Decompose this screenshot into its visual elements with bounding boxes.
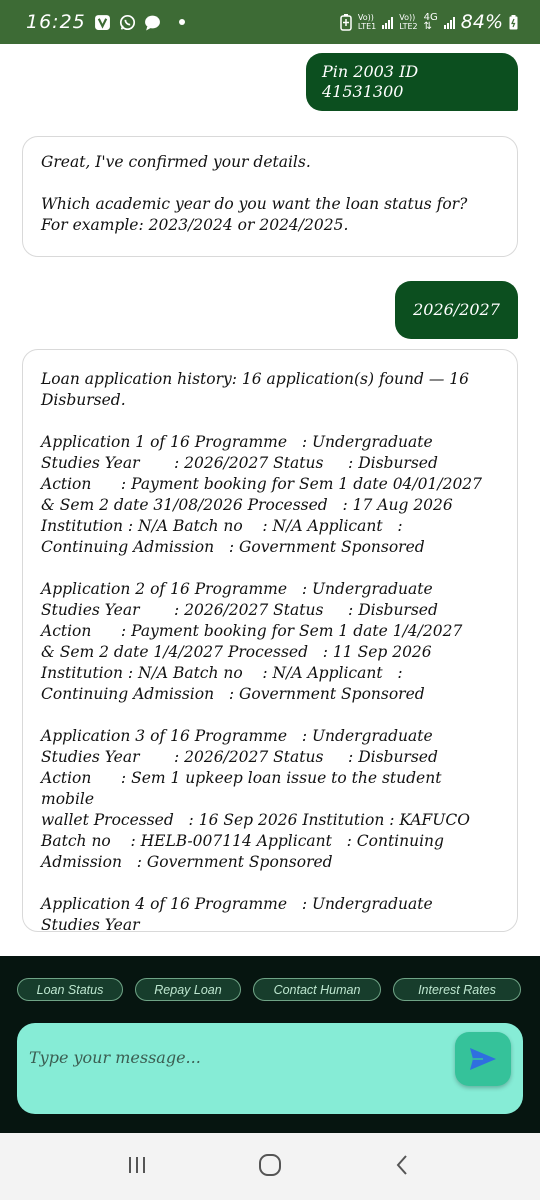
network-type	[424, 13, 438, 31]
send-button[interactable]	[455, 1032, 511, 1086]
status-bar-left	[26, 11, 187, 33]
home-icon	[257, 1152, 283, 1181]
message-text: Pin 2003 ID 41531300	[322, 62, 419, 101]
sim2-label: Vo))	[399, 13, 416, 22]
system-nav-bar	[0, 1133, 540, 1200]
data-arrows-icon: ⇅	[423, 21, 433, 32]
notification-dot-icon	[177, 17, 187, 27]
back-button[interactable]	[383, 1147, 423, 1187]
message-input[interactable]	[29, 1048, 449, 1067]
status-bar-right	[340, 11, 518, 33]
chat-bubble-icon	[144, 14, 161, 31]
message-paragraph: Loan application history: 16 application(s) found — 16 Disbursed.	[41, 370, 469, 409]
message-paragraph: Application 2 of 16 Programme : Undergraduate Studies Year : 2026/2027 Status : Disbursed Action : Payment booking for Sem 1 date 1/4/2027 & Sem 2 date 1/4/2027 Processed : 11 Sep 2026 Institution : N/A Batch no : N/A Applicant : Continuing Admission : Government Sponsored	[41, 580, 463, 703]
message-paragraph: Great, I've confirmed your details.	[41, 153, 311, 171]
quick-reply-contact-human[interactable]: Contact Human	[253, 978, 381, 1001]
network-label: 4G	[423, 12, 438, 23]
bot-message	[22, 136, 518, 257]
recent-apps-button[interactable]	[117, 1147, 157, 1187]
bottom-panel	[0, 956, 540, 1133]
battery-icon	[509, 15, 518, 30]
signal-icon	[444, 16, 455, 29]
battery-level: 84%	[460, 11, 503, 33]
user-message	[306, 53, 518, 111]
message-paragraph: Application 3 of 16 Programme : Undergraduate Studies Year : 2026/2027 Status : Disbursed Action : Sem 1 upkeep loan issue to the student mobile wallet Processed : 16 Sep 2026 Institution : KAFUCO Batch no : HELB-007114 Applicant : Continuing Admission : Government Sponsored	[41, 727, 470, 871]
home-button[interactable]	[250, 1147, 290, 1187]
battery-saver-icon	[340, 14, 352, 31]
sim1-indicator	[358, 13, 376, 31]
whatsapp-icon	[119, 14, 136, 31]
send-icon	[469, 1047, 497, 1071]
message-text: 2026/2027	[413, 300, 500, 319]
sim2-indicator	[399, 13, 417, 31]
message-paragraph: Which academic year do you want the loan status for? For example: 2023/2024 or 2024/2025.	[41, 195, 468, 234]
message-composer	[17, 1023, 523, 1114]
quick-replies	[17, 978, 521, 1001]
recent-apps-icon	[125, 1153, 149, 1180]
status-bar	[0, 0, 540, 44]
quick-reply-loan-status[interactable]: Loan Status	[17, 978, 123, 1001]
message-paragraph: Application 4 of 16 Programme : Undergraduate Studies Year	[41, 895, 433, 934]
clock: 16:25	[26, 11, 86, 33]
signal-icon	[382, 16, 393, 29]
chat-area[interactable]	[0, 44, 540, 956]
sim1-sub: LTE1	[357, 22, 377, 31]
sim1-label: Vo))	[357, 13, 374, 22]
quick-reply-repay-loan[interactable]: Repay Loan	[135, 978, 241, 1001]
quick-reply-interest-rates[interactable]: Interest Rates	[393, 978, 521, 1001]
v-app-icon	[94, 14, 111, 31]
sim2-sub: LTE2	[399, 22, 418, 31]
user-message	[395, 281, 518, 339]
bot-message	[22, 349, 518, 932]
back-icon	[391, 1153, 415, 1180]
message-paragraph: Application 1 of 16 Programme : Undergraduate Studies Year : 2026/2027 Status : Disbursed Action : Payment booking for Sem 1 date 04/01/2027 & Sem 2 date 31/08/2026 Processed : 17 Aug 2026 Institution : N/A Batch no : N/A Applicant : Continuing Admission : Government Sponsored	[41, 433, 483, 556]
